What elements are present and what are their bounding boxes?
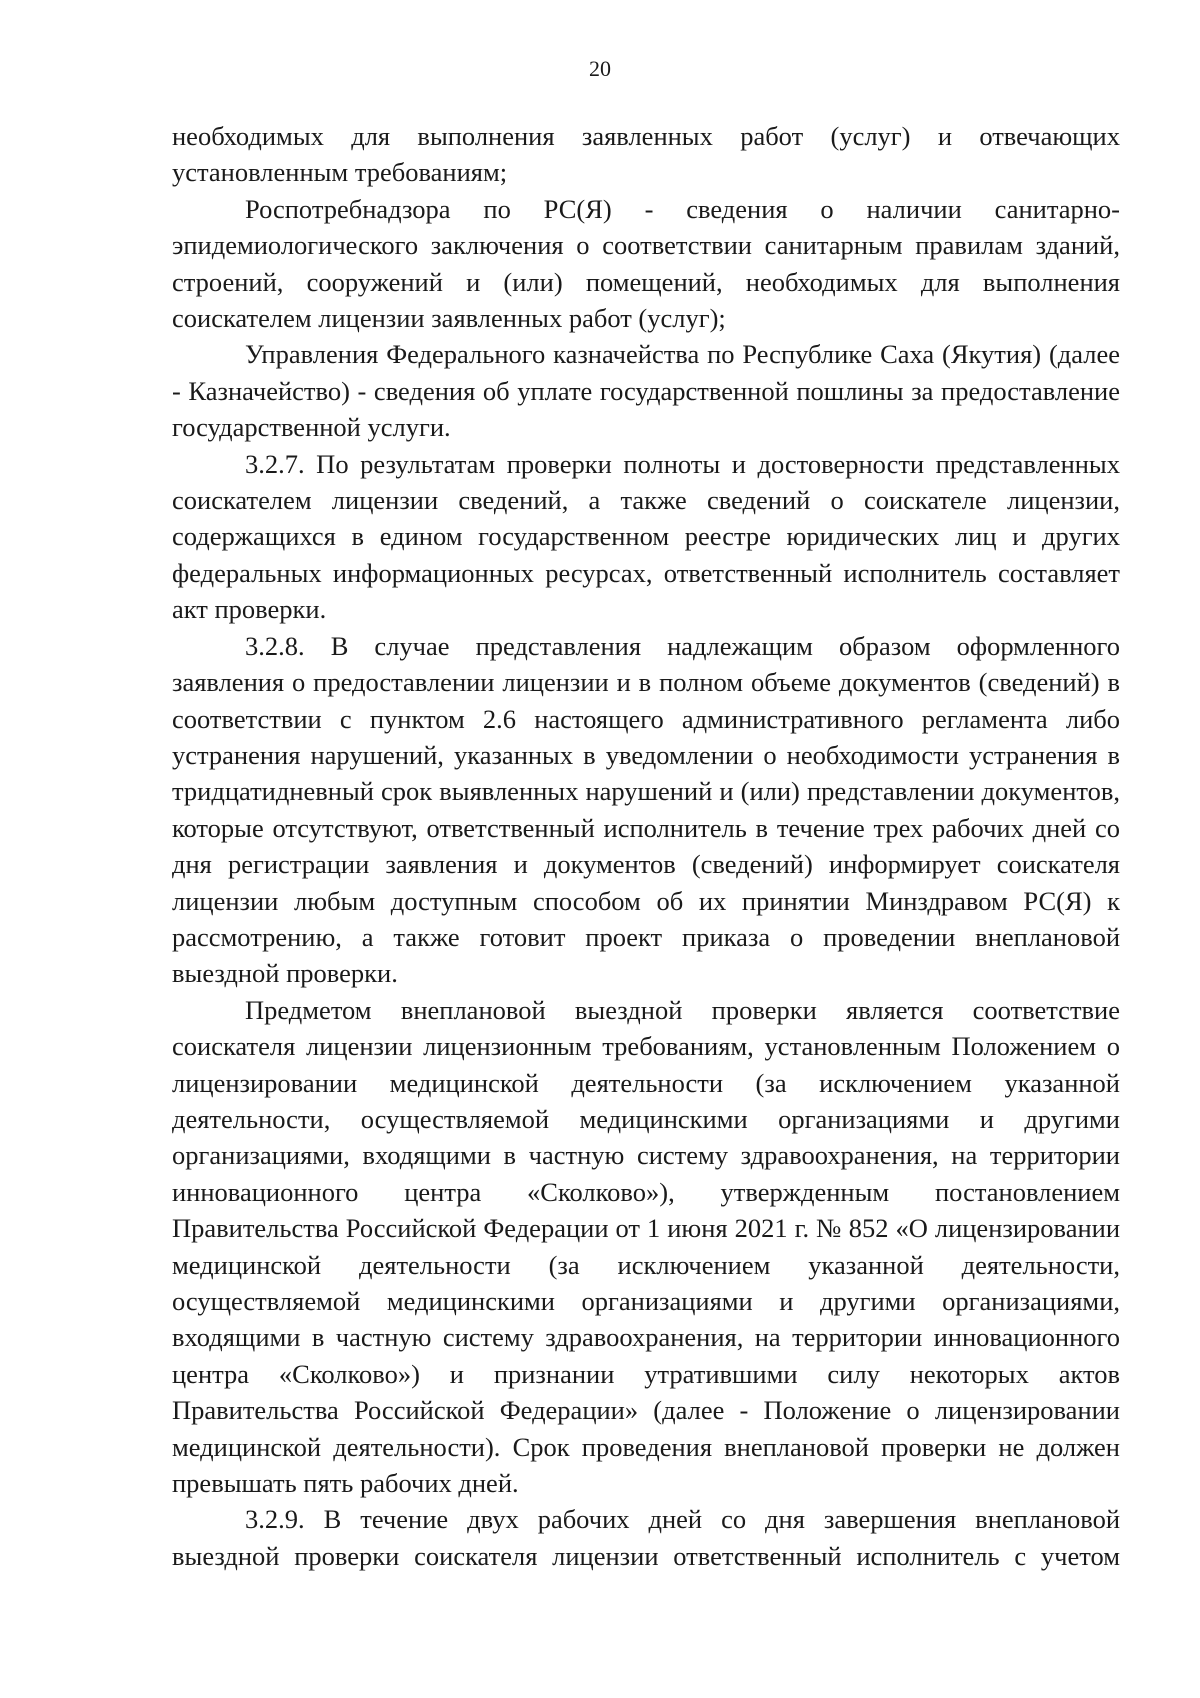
paragraph-3-2-9: 3.2.9. В течение двух рабочих дней со дня завершения внеплановой выездной проверки соискателя лицензии ответственный исполнитель с учетом — [172, 1504, 1120, 1571]
paragraph-continuation: необходимых для выполнения заявленных работ (услуг) и отвечающих установленным требованиям; — [172, 121, 1120, 188]
document-body — [172, 118, 1120, 1574]
paragraph-3-2-7: 3.2.7. По результатам проверки полноты и достоверности представленных соискателем лицензии сведений, а также сведений о соискателе лицензии, содержащихся в едином государственном реестре юридических лиц и других федеральных информационных ресурсах, ответственный исполнитель составляет акт проверки. — [172, 448, 1120, 625]
paragraph-inspection-subject: Предметом внеплановой выездной проверки является соответствие соискателя лицензии лицензионным требованиям, установленным Положением о лицензировании медицинской деятельности (за исключением указанной деятельности, осуществляемой медицинскими организациями и другими организациями, входящими в частную систему здравоохранения, на территории инновационного центра «Сколково»), утвержденным постановлением Правительства Российской Федерации от 1 июня 2021 г. № 852 «О лицензировании медицинской деятельности (за исключением указанной деятельности, осуществляемой медицинскими организациями и другими организациями, входящими в частную систему здравоохранения, на территории инновационного центра «Сколково») и признании утратившими силу некоторых актов Правительства Российской Федерации» (далее - Положение о лицензировании медицинской деятельности). Срок проведения внеплановой проверки не должен превышать пять рабочих дней. — [172, 994, 1120, 1499]
paragraph-rospotrebnadzor: Роспотребнадзора по РС(Я) - сведения о наличии санитарно-эпидемиологического заключения о соответствии санитарным правилам зданий, строений, сооружений и (или) помещений, необходимых для выполнения соискателем лицензии заявленных работ (услуг); — [172, 193, 1120, 334]
paragraph-3-2-8: 3.2.8. В случае представления надлежащим образом оформленного заявления о предоставлении лицензии и в полном объеме документов (сведений) в соответствии с пунктом 2.6 настоящего административного регламента либо устранения нарушений, указанных в уведомлении о необходимости устранения в тридцатидневный срок выявленных нарушений и (или) представлении документов, которые отсутствуют, ответственный исполнитель в течение трех рабочих дней со дня регистрации заявления и документов (сведений) информирует соискателя лицензии любым доступным способом об их принятии Минздравом РС(Я) к рассмотрению, а также готовит проект приказа о проведении внеплановой выездной проверки. — [172, 630, 1120, 989]
paragraph-treasury: Управления Федерального казначейства по Республике Саха (Якутия) (далее - Казначейство) - сведения об уплате государственной пошлины за предоставление государственной услуги. — [172, 339, 1120, 443]
page-number: 20 — [589, 56, 611, 81]
